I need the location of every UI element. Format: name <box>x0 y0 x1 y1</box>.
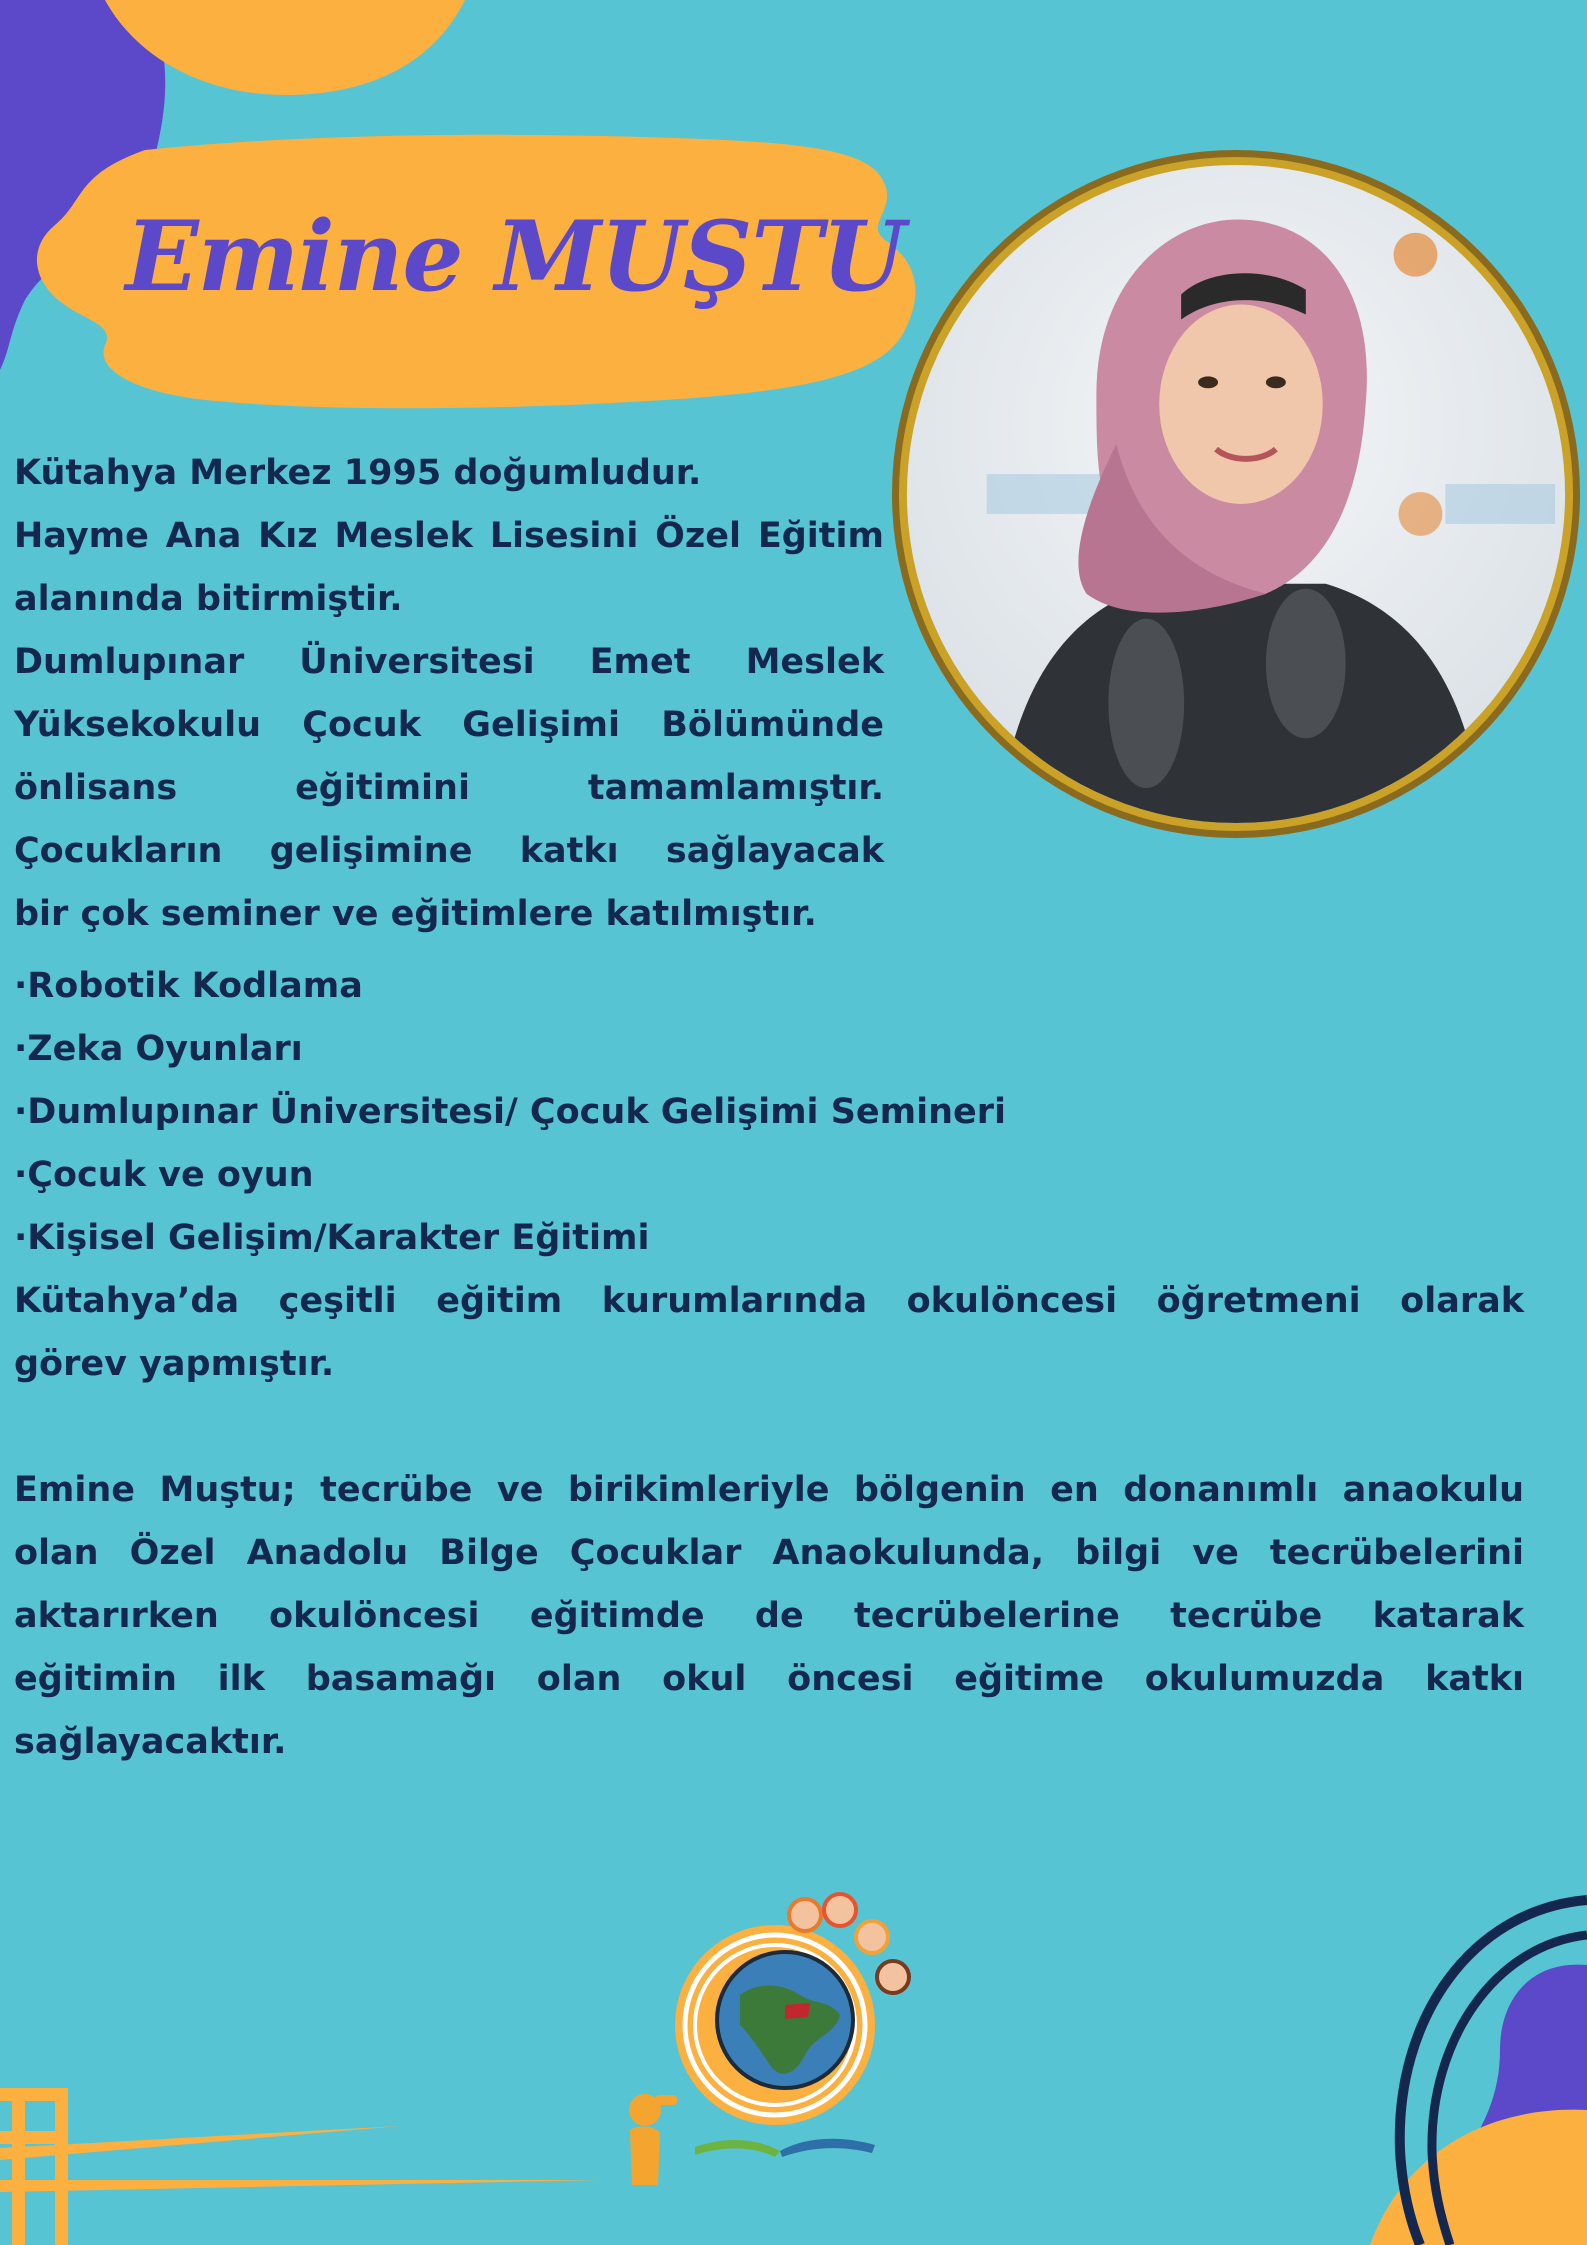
seminar-item: ·Robotik Kodlama <box>14 966 363 1006</box>
bio-line: Çocukların gelişimine katkı sağlayacak <box>14 831 884 871</box>
seminar-item: ·Dumlupınar Üniversitesi/ Çocuk Gelişimi Semineri <box>14 1092 1007 1132</box>
closing-line: eğitimin ilk basamağı olan okul öncesi eğitime okulumuzda katkı <box>14 1659 1524 1699</box>
portrait-photo <box>887 145 1585 843</box>
bio-paragraph <box>14 442 884 946</box>
experience-paragraph <box>14 1270 1524 1396</box>
seminar-item: ·Kişisel Gelişim/Karakter Eğitimi <box>14 1218 650 1258</box>
bio-line: bir çok seminer ve eğitimlere katılmıştır. <box>14 894 817 934</box>
seminar-item: ·Çocuk ve oyun <box>14 1155 314 1195</box>
bio-line: önlisans eğitimini tamamlamıştır. <box>14 768 884 808</box>
child-silhouette-icon <box>629 2094 677 2185</box>
experience-line: görev yapmıştır. <box>14 1344 335 1384</box>
bio-line: Hayme Ana Kız Meslek Lisesini Özel Eğitim <box>14 516 884 556</box>
child-icon <box>789 1899 821 1931</box>
book-icon <box>695 2139 875 2157</box>
closing-line: olan Özel Anadolu Bilge Çocuklar Anaokulunda, bilgi ve tecrübelerini <box>14 1533 1524 1573</box>
seminar-list <box>14 955 1214 1270</box>
wall-logo-icon <box>1394 233 1438 277</box>
bio-line: Yüksekokulu Çocuk Gelişimi Bölümünde <box>14 705 884 745</box>
bio-line: alanında bitirmiştir. <box>14 579 403 619</box>
school-logo <box>610 1885 920 2185</box>
closing-paragraph <box>14 1459 1524 1774</box>
bio-line: Dumlupınar Üniversitesi Emet Meslek <box>14 642 884 682</box>
closing-line: Emine Muştu; tecrübe ve birikimleriyle bölgenin en donanımlı anaokulu <box>14 1470 1524 1510</box>
bio-line: Kütahya Merkez 1995 doğumludur. <box>14 453 702 493</box>
seminar-item: ·Zeka Oyunları <box>14 1029 303 1069</box>
closing-line: sağlayacaktır. <box>14 1722 287 1762</box>
experience-line: Kütahya’da çeşitli eğitim kurumlarında okulöncesi öğretmeni olarak <box>14 1281 1524 1321</box>
person-name: Emine MUŞTU <box>125 200 905 313</box>
orange-scaffold-bottom-left <box>0 2088 600 2245</box>
closing-line: aktarırken okulöncesi eğitimde de tecrübelerine tecrübe katarak <box>14 1596 1524 1636</box>
